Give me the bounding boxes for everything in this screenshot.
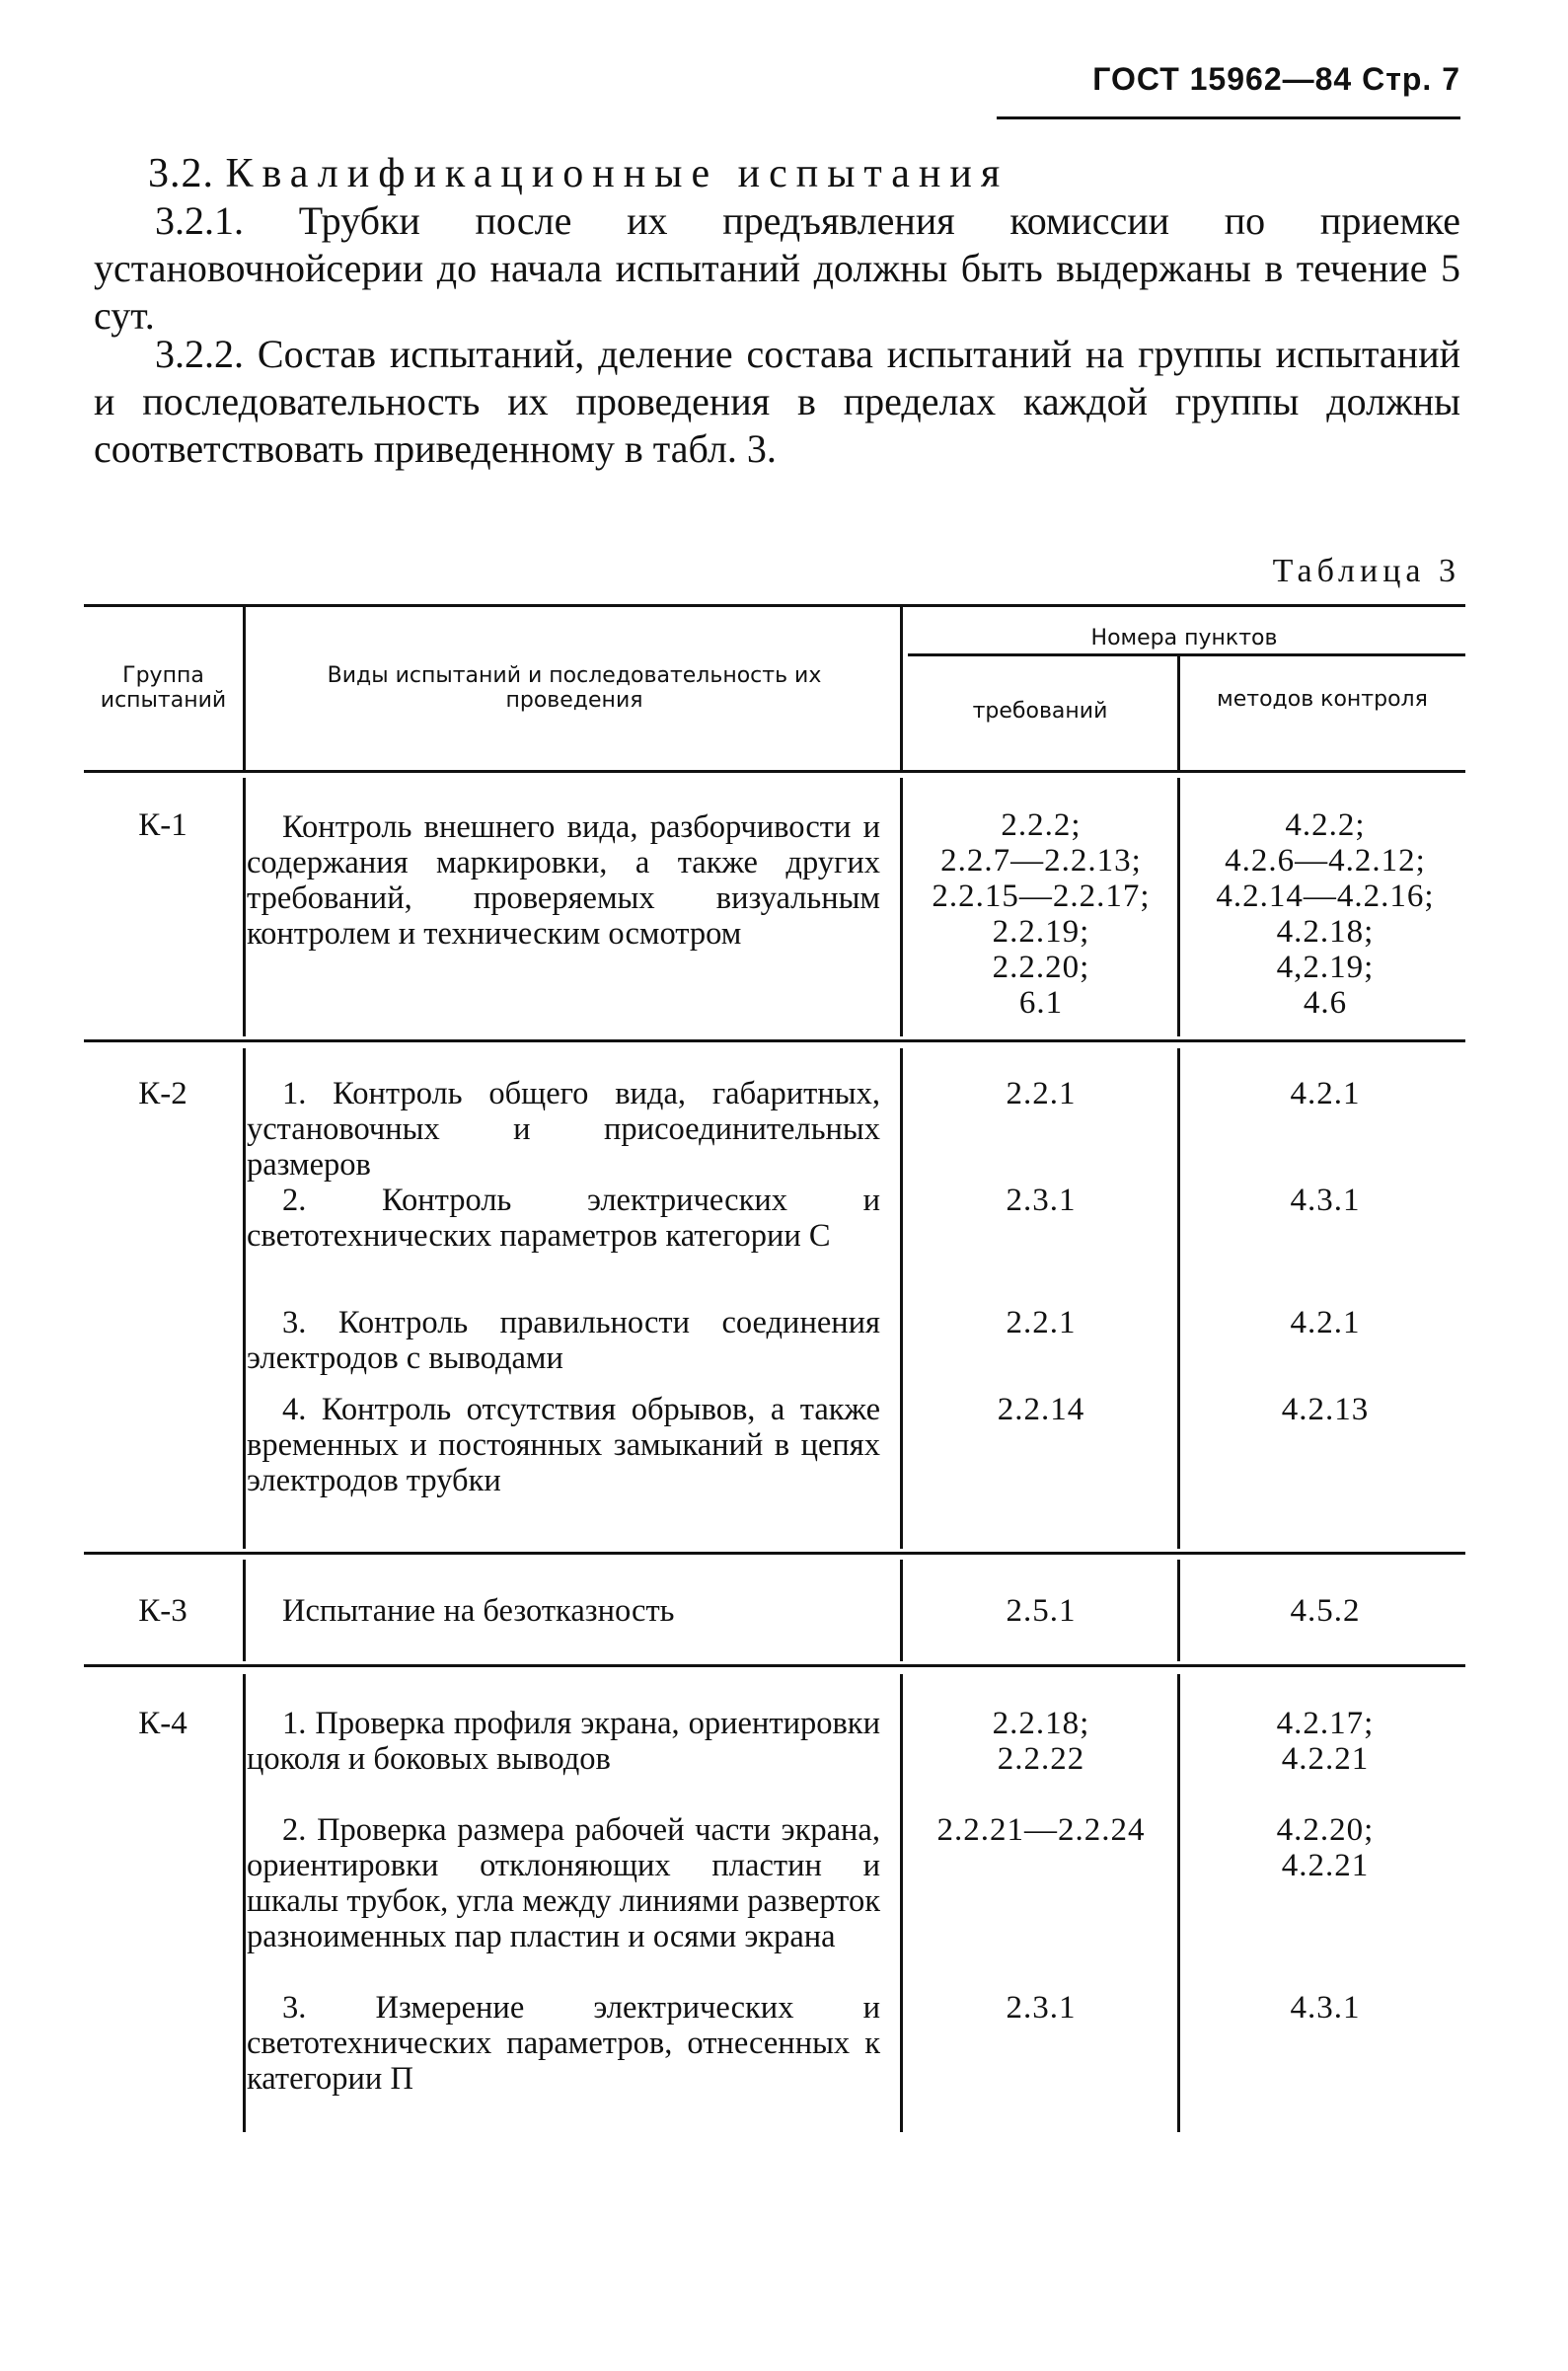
row-k1-item-1-mth: 4.2.2; 4.2.6—4.2.12; 4.2.14—4.2.16; 4.2.18; 4,2.19; 4.6	[1216, 807, 1435, 1021]
row-k1-group: К-1	[138, 807, 187, 843]
row-k1-item-1-text: Контроль внешнего вида, разборчивости и содержания маркировки, а также других требований, проверяемых визуальным контролем и техническим осмотром	[247, 809, 880, 952]
row-k2-item-3-mth: 4.2.1	[1290, 1305, 1361, 1340]
row-k4-item-2-req: 2.2.21—2.2.24	[936, 1812, 1146, 1848]
paragraph-3-2-1: 3.2.1. Трубки после их предъявления комиссии по приемке установочнойсерии до начала испытаний должны быть выдержаны в течение 5 сут.	[94, 198, 1460, 338]
row-k2-item-1-mth: 4.2.1	[1290, 1076, 1361, 1111]
row-k4-item-3-mth: 4.3.1	[1290, 1990, 1361, 2026]
row-k2-item-3-req: 2.2.1	[1006, 1305, 1077, 1340]
row-k4-item-1-mth: 4.2.17; 4.2.21	[1276, 1706, 1375, 1777]
row-k3-group: К-3	[138, 1593, 187, 1629]
row-k2-item-2-mth: 4.3.1	[1290, 1183, 1361, 1218]
row-k4-item-1-text: 1. Проверка профиля экрана, ориентировки цоколя и боковых выводов	[247, 1706, 880, 1777]
header-bottom-rule	[84, 770, 1465, 773]
row-k2-item-2-req: 2.3.1	[1006, 1183, 1077, 1218]
header-methods: методов контроля	[1217, 687, 1428, 712]
row-k2-item-2-text: 2. Контроль электрических и светотехнических параметров категории С	[247, 1183, 880, 1254]
col-divider-3-k2	[1177, 1048, 1180, 1549]
header-requirements: требований	[972, 699, 1108, 724]
row-k4-item-3-req: 2.3.1	[1006, 1990, 1077, 2026]
header-group: Группа испытаний	[100, 663, 227, 713]
col-divider-1-k3	[243, 1560, 246, 1661]
row-k2-item-3-text: 3. Контроль правильности соединения электродов с выводами	[247, 1305, 880, 1376]
row-k4-item-2-mth: 4.2.20; 4.2.21	[1276, 1812, 1375, 1883]
table-top-rule	[84, 604, 1465, 607]
row-k2-item-4-text: 4. Контроль отсутствия обрывов, а также временных и постоянных замыканий в цепях электродов трубки	[247, 1392, 880, 1498]
col-divider-3-header	[1177, 655, 1180, 770]
table-label: Таблица 3	[1272, 553, 1460, 589]
col-divider-1-k2	[243, 1048, 246, 1549]
header-rule	[997, 116, 1460, 119]
col-divider-2-k2	[900, 1048, 903, 1549]
row-k3-item-1-mth: 4.5.2	[1290, 1593, 1361, 1629]
row-k4-group: К-4	[138, 1706, 187, 1741]
row-k2-item-1-text: 1. Контроль общего вида, габаритных, установочных и присоединительных размеров	[247, 1076, 880, 1183]
col-divider-1-k1	[243, 778, 246, 1036]
row-k3-item-1-text: Испытание на безотказность	[282, 1593, 675, 1629]
row-k2-item-1-req: 2.2.1	[1006, 1076, 1077, 1111]
paragraph-3-2-2: 3.2.2. Состав испытаний, деление состава испытаний на группы испытаний и последовательность их проведения в пределах каждой группы должны соответствовать приведенному в табл. 3.	[94, 332, 1460, 471]
row-k4-item-1-req: 2.2.18; 2.2.22	[992, 1706, 1090, 1777]
section-heading	[148, 150, 1008, 197]
row-rule-k2	[84, 1552, 1465, 1555]
page-header: ГОСТ 15962—84 Стр. 7	[1092, 61, 1460, 97]
row-k4-item-2-text: 2. Проверка размера рабочей части экрана, ориентировки отклоняющих пластин и шкалы трубок, угла между линиями разверток разноименных пар пластин и осями экрана	[247, 1812, 880, 1954]
section-number: 3.2.	[148, 151, 214, 196]
row-k1-item-1-req: 2.2.2; 2.2.7—2.2.13; 2.2.15—2.2.17; 2.2.19; 2.2.20; 6.1	[932, 807, 1151, 1021]
header-sub-rule	[908, 653, 1465, 656]
section-title: Квалификационные испытания	[225, 151, 1009, 196]
col-divider-1-header	[243, 604, 246, 770]
row-k2-group: К-2	[138, 1076, 187, 1111]
row-k4-item-3-text: 3. Измерение электрических и светотехнических параметров, отнесенных к категории П	[247, 1990, 880, 2097]
header-numbers: Номера пунктов	[1090, 626, 1278, 650]
header-kinds: Виды испытаний и последовательность их проведения	[327, 663, 822, 713]
row-rule-k1	[84, 1039, 1465, 1042]
row-rule-k3	[84, 1664, 1465, 1667]
row-k2-item-4-req: 2.2.14	[997, 1392, 1085, 1427]
row-k3-item-1-req: 2.5.1	[1006, 1593, 1077, 1629]
row-k2-item-4-mth: 4.2.13	[1281, 1392, 1370, 1427]
col-divider-1-k4	[243, 1674, 246, 2132]
